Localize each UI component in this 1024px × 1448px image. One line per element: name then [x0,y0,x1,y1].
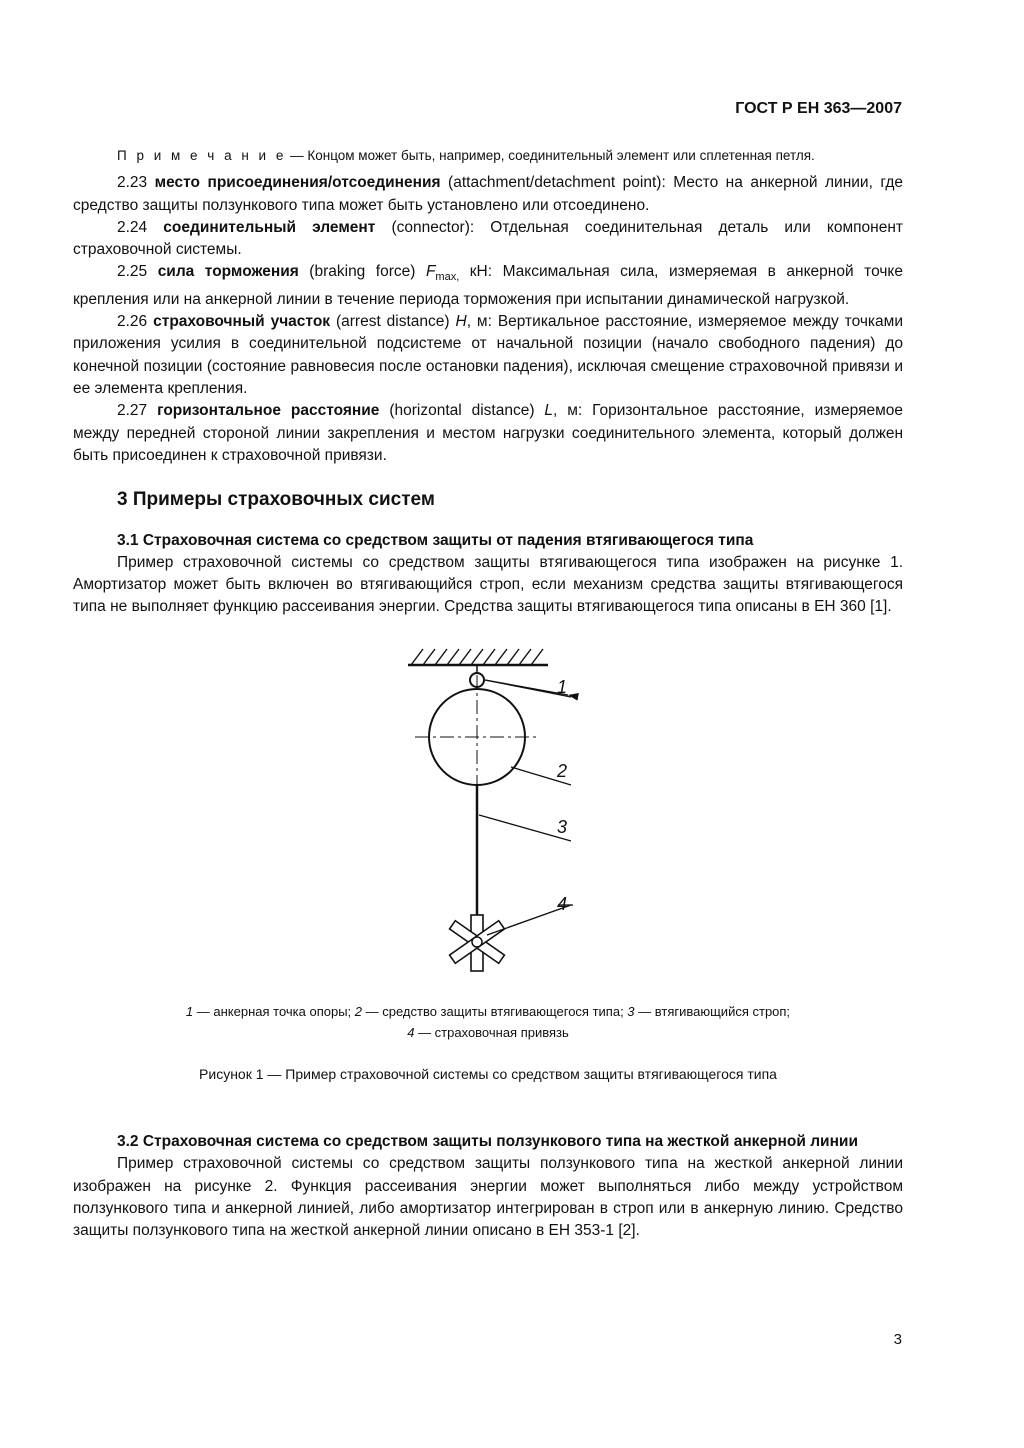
section-3-2-title: 3.2 Страховочная система со средством защиты ползункового типа на жесткой анкерной линии [117,1133,858,1151]
def-text: (connector): Отдельная соединительная деталь или компонент страховочной системы. [73,218,903,259]
def-number: 2.23 [117,174,148,192]
definition-2-24 [73,217,903,262]
def-text: , м: Горизонтальное расстояние, измеряемое между передней стороной линии закрепления и местом нагрузки соединительного элемента, который должен быть присоединен к страховочной привязи. [73,402,903,464]
legend-num: 1 [185,1003,194,1019]
def-symbol: L [544,402,554,420]
anchor-ceiling-hatch [408,649,548,665]
note [73,145,903,167]
legend-num: 3 [627,1003,635,1019]
page-content [73,145,903,1243]
def-number: 2.24 [117,218,148,236]
fall-arrest-diagram [73,635,903,995]
def-symbol-subscript: max, [435,271,460,284]
figure-caption: Рисунок 1 — Пример страховочной системы со средством защиты втягивающегося типа [199,1065,777,1082]
def-term: горизонтальное расстояние [157,402,380,420]
legend-num: 4 [407,1024,415,1040]
legend-line-1 [73,1001,903,1022]
section-3-1-text: Пример страховочной системы со средством защиты втягивающегося типа изображен на рисунке 1. Амортизатор может быть включен во втягивающийся строп, если механизм средства защиты втягивающегося типа не выполняет функцию рассеивания энергии. Средства защиты втягивающегося типа описаны в ЕН 360 [1]. [73,553,903,616]
def-text: , м: Вертикальное расстояние, измеряемое между точками приложения усилия в соединительной подсистеме от начальной позиции (начало свободного падения) до конечной позиции (состояние равновесия после остановки падения), исключая смещение страховочной привязи и ее элемента крепления. [73,313,903,398]
retractable-device [415,675,539,793]
legend-text: — анкерная точка опоры; [193,1003,355,1019]
figure-1 [73,635,903,995]
def-symbol: H [455,313,467,331]
note-text: — Концом может быть, например, соединительный элемент или сплетенная петля. [286,148,815,163]
full-body-harness [450,915,505,971]
def-term: сила торможения [157,263,299,281]
section-3-title: 3 Примеры страховочных систем [117,489,435,511]
label-2: 2 [557,760,568,781]
def-symbol: F [425,263,436,281]
def-term: страховочный участок [153,313,331,331]
section-3-1-title: 3.1 Страховочная система со средством защиты от падения втягивающегося типа [117,531,754,549]
definition-2-23 [73,172,903,217]
def-text: кН: Максимальная сила, измеряемая в анкерной точке крепления или на анкерной линии в течение периода торможения при испытании динамической нагрузкой. [73,263,903,308]
legend-text: — средство защиты втягивающегося типа; [362,1003,628,1019]
def-number: 2.25 [117,263,148,281]
definition-2-26 [73,311,903,400]
figure-legend [73,1001,903,1043]
legend-text: — втягивающийся строп; [634,1003,791,1019]
def-english: (braking force) [298,263,426,281]
page-number: 3 [893,1331,902,1348]
def-english: (arrest distance) [330,313,456,331]
def-number: 2.27 [117,402,148,420]
legend-num: 2 [354,1003,363,1019]
legend-line-2 [73,1022,903,1043]
definition-2-27 [73,400,903,467]
def-term: соединительный элемент [163,218,376,236]
note-label: П р и м е ч а н и е [117,148,287,163]
section-3-2-text: Пример страховочной системы со средством защиты ползункового типа на жесткой анкерной линии изображен на рисунке 2. Функция рассеивания энергии может выполняться либо между устройством ползункового типа и анкерной линией, либо амортизатор интегрирован в строп или в анкерную линию. Средство защиты ползункового типа на жесткой анкерной линии описано в ЕН 353-1 [2]. [73,1155,903,1240]
label-3: 3 [557,816,568,837]
definition-2-25 [73,261,903,311]
def-text: (attachment/detachment point): Место на анкерной линии, где средство защиты ползункового типа может быть установлено или отсоединено. [73,174,903,214]
label-4: 4 [557,893,568,914]
def-english: (horizontal distance) [379,402,545,420]
document-header: ГОСТ Р ЕН 363—2007 [735,100,902,117]
label-1: 1 [557,676,568,697]
legend-text: — страховочная привязь [414,1024,569,1040]
def-term: место присоединения/отсоединения [154,174,441,192]
def-number: 2.26 [117,313,148,331]
